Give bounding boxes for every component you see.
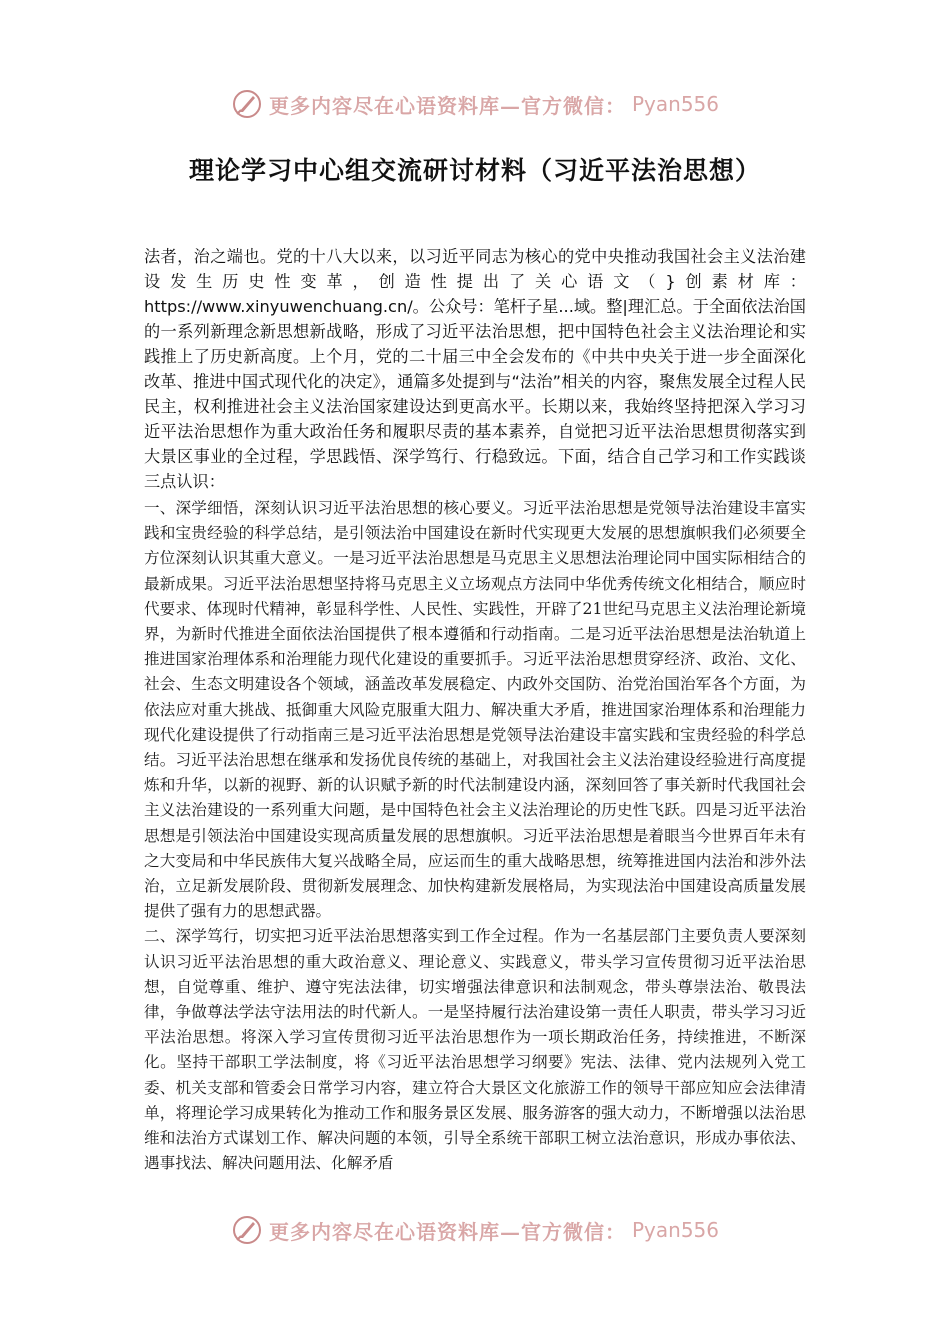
section-two: 二、深学笃行，切实把习近平法治思想落实到工作全过程。作为一名基层部门主要负责人要深刻认识习近平法治思想的重大政治意义、理论意义、实践意义，带头学习宣传贯彻习近平法治思想，自觉尊重、维护、遵守宪法法律，切实增强法律意识和法制观念，带头尊崇法治、敬畏法律，争做尊法学法守法用法的时代新人。一是坚持履行法治建设第一责任人职责，带头学习习近平法治思想。将深入学习宣传贯彻习近平法治思想作为一项长期政治任务，持续推进，不断深化。坚持干部职工学法制度，将《习近平法治思想学习纲要》宪法、法律、党内法规列入党工委、机关支部和管委会日常学习内容，建立符合大景区文化旅游工作的领导干部应知应会法律清单，将理论学习成果转化为推动工作和服务景区发展、服务游客的强大动力，不断增强以法治思维和法治方式谋划工作、解决问题的本领，引导全系统干部职工树立法治意识，形成办事依法、遇事找法、解决问题用法、化解矛盾 [144,927,806,1173]
quill-logo-icon [231,1214,263,1246]
banner-text: 更多内容尽在心语资料库—官方微信： [268,93,626,118]
banner-wechat-id: Pyan556 [631,1218,719,1242]
body-sections [144,496,806,1176]
section-one: 一、深学细悟，深刻认识习近平法治思想的核心要义。习近平法治思想是党领导法治建设丰富实践和宝贵经验的科学总结，是引领法治中国建设在新时代实现更大发展的思想旗帜我们必须要全方位深刻认识其重大意义。一是习近平法治思想是马克思主义思想法治理论同中国实际相结合的最新成果。习近平法治思想坚持将马克思主义立场观点方法同中华优秀传统文化相结合，顺应时代要求、体现时代精神，彰显科学性、人民性、实践性，开辟了21世纪马克思主义法治理论新境界，为新时代推进全面依法治国提供了根本遵循和行动指南。二是习近平法治思想是法治轨道上推进国家治理体系和治理能力现代化建设的重要抓手。习近平法治思想贯穿经济、政治、文化、社会、生态文明建设各个领域，涵盖改革发展稳定、内政外交国防、治党治国治军各个方面，为依法应对重大挑战、抵御重大风险克服重大阻力、解决重大矛盾，推进国家治理体系和治理能力现代化建设提供了行动指南三是习近平法治思想是党领导法治建设丰富实践和宝贵经验的科学总结。习近平法治思想在继承和发扬优良传统的基础上，对我国社会主义法治建设经验进行高度提炼和升华，以新的视野、新的认识赋予新的时代法制建设内涵，深刻回答了事关新时代我国社会主义法治建设的一系列重大问题，是中国特色社会主义法治理论的历史性飞跃。四是习近平法治思想是引领法治中国建设实现高质量发展的思想旗帜。习近平法治思想是着眼当今世界百年未有之大变局和中华民族伟大复兴战略全局，应运而生的重大战略思想，统筹推进国内法治和涉外法治，立足新发展阶段、贯彻新发展理念、加快构建新发展格局，为实现法治中国建设高质量发展提供了强有力的思想武器。 [144,499,806,921]
intro-text: 法者，治之端也。党的十八大以来，以习近平同志为核心的党中央推动我国社会主义法治建设发生历史性变革，创造性提出了关心语文（}创素材库：https://www.xinyuwenchuang.cn/。公众号：笔杆子星...域。整|理汇总。于全面依法治国的一系列新理念新思想新战略，形成了习近平法治思想，把中国特色社会主义法治理论和实践推上了历史新高度。上个月，党的二十届三中全会发布的《中共中央关于进一步全面深化改革、推进中国式现代化的决定》，通篇多处提到与“法治”相关的内容，聚焦发展全过程人民民主，权利推进社会主义法治国家建设达到更高水平。长期以来，我始终坚持把深入学习习近平法治思想作为重大政治任务和履职尽责的基本素养，自觉把习近平法治思想贯彻落实到大景区事业的全过程，学思践悟、深学笃行、行稳致远。下面，结合自己学习和工作实践谈三点认识： [144,247,806,491]
page-title: 理论学习中心组交流研讨材料（习近平法治思想） [188,156,761,185]
header-banner [0,84,950,124]
intro-paragraph [144,244,806,494]
footer-banner [0,1210,950,1250]
banner-wechat-id: Pyan556 [631,92,719,116]
quill-logo-icon [231,88,263,120]
banner-text: 更多内容尽在心语资料库—官方微信： [268,1219,626,1244]
